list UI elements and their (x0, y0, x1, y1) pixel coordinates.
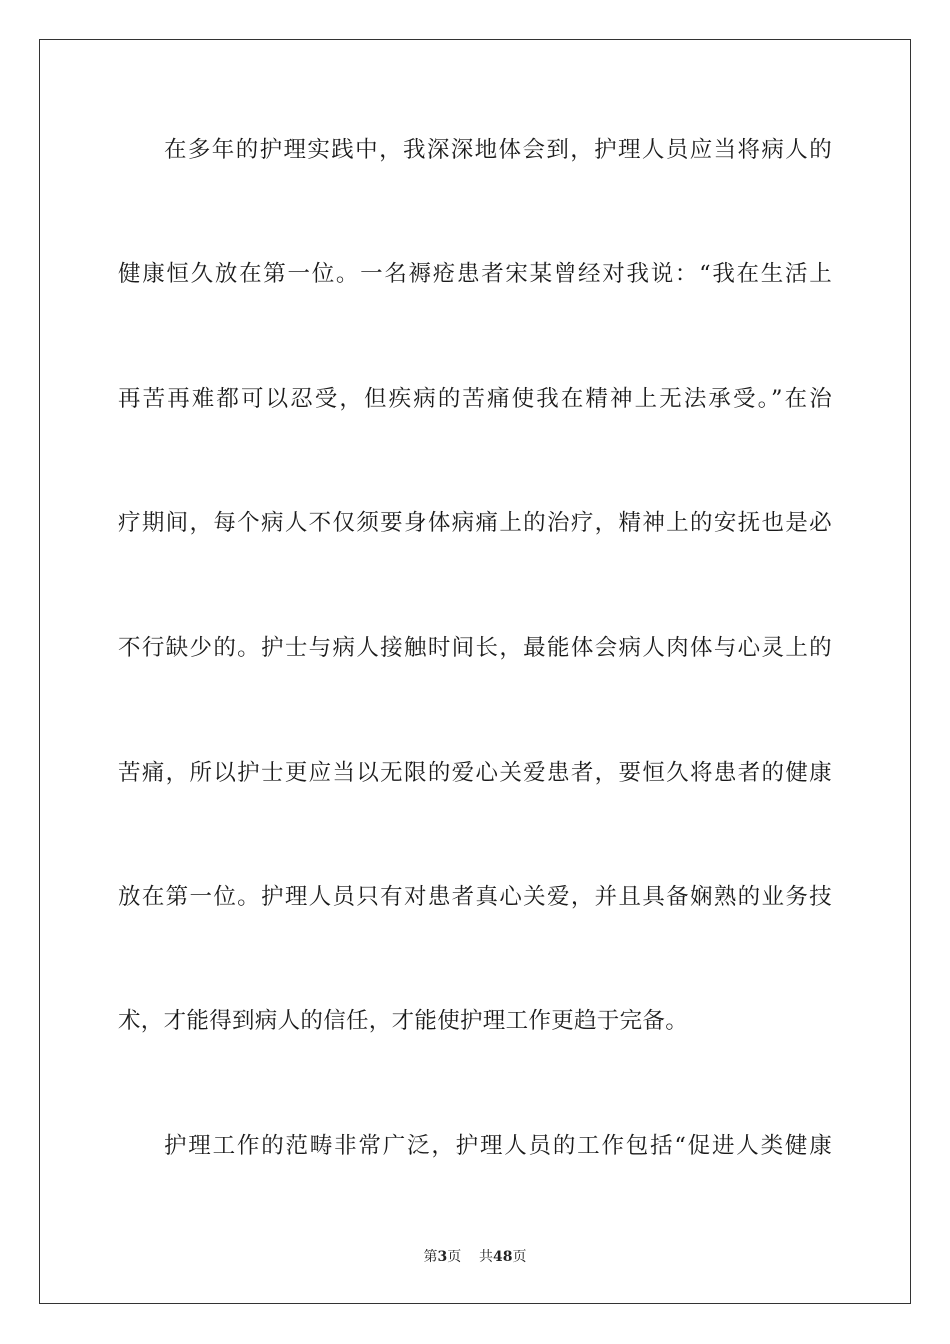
footer-total-number: 48 (493, 1249, 513, 1265)
paragraph-1-line-3: 再苦再难都可以忍受，但疾病的苦痛使我在精神上无法承受。”在治 (118, 386, 832, 412)
footer-page-suffix: 页 (447, 1249, 462, 1265)
page-frame (39, 39, 911, 1304)
paragraph-1-line-1: 在多年的护理实践中，我深深地体会到，护理人员应当将病人的 (164, 137, 832, 163)
paragraph-1-line-8: 术，才能得到病人的信任，才能使护理工作更趋于完备。 (118, 1008, 689, 1034)
paragraph-1-line-7: 放在第一位。护理人员只有对患者真心关爱，并且具备娴熟的业务技 (118, 884, 832, 910)
footer-page-prefix: 第 (423, 1249, 438, 1265)
footer-total-prefix: 共 (479, 1249, 494, 1265)
paragraph-1-line-4: 疗期间，每个病人不仅须要身体病痛上的治疗，精神上的安抚也是必 (118, 510, 832, 536)
footer-total-suffix: 页 (512, 1249, 527, 1265)
paragraph-1-line-5: 不行缺少的。护士与病人接触时间长，最能体会病人肉体与心灵上的 (118, 635, 832, 661)
paragraph-1-line-2: 健康恒久放在第一位。一名褥疮患者宋某曾经对我说：“我在生活上 (118, 261, 832, 287)
paragraph-1-line-6: 苦痛，所以护士更应当以无限的爱心关爱患者，要恒久将患者的健康 (118, 760, 832, 786)
page-footer (0, 1247, 950, 1267)
footer-page-number: 3 (437, 1249, 448, 1265)
paragraph-2-line-1: 护理工作的范畴非常广泛，护理人员的工作包括“促进人类健康 (164, 1133, 832, 1159)
